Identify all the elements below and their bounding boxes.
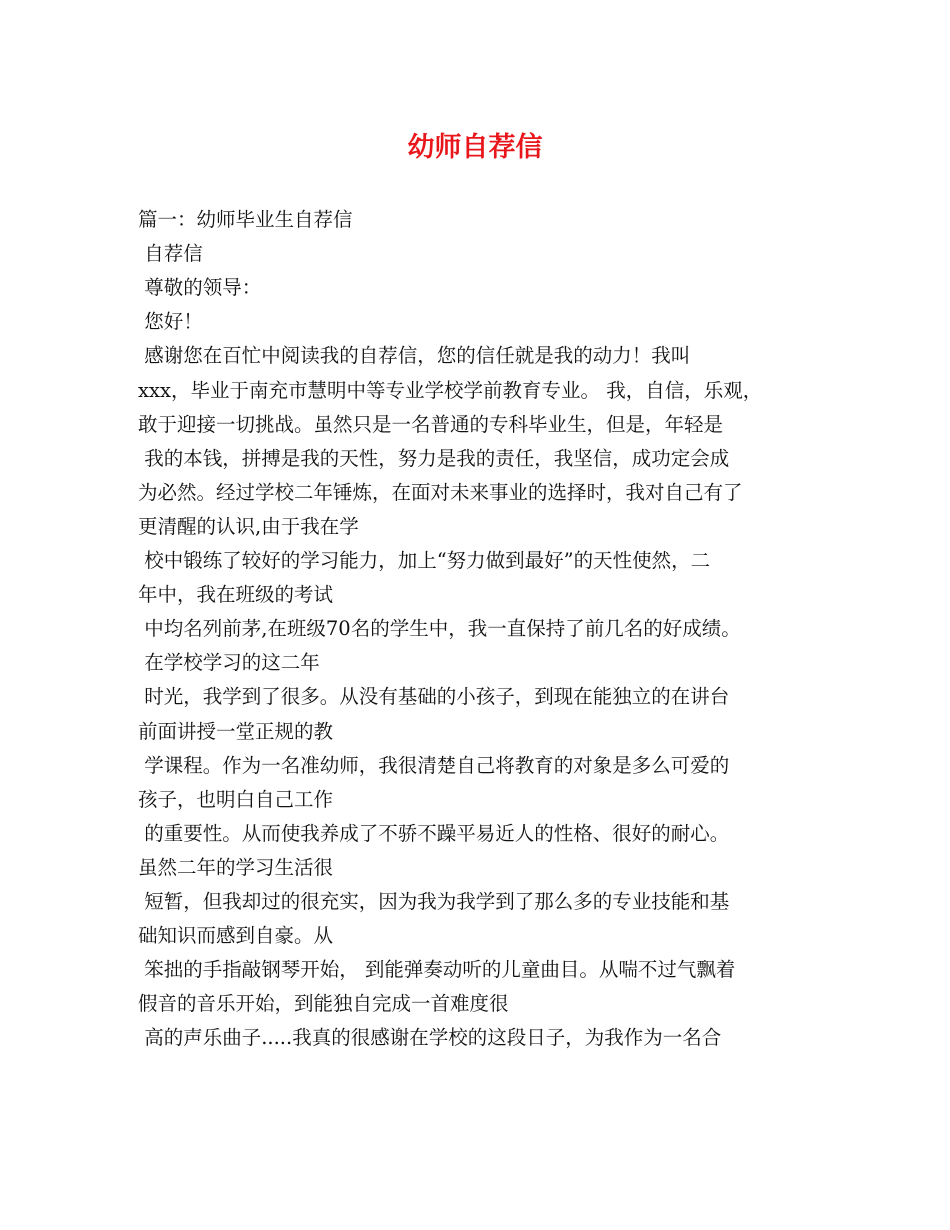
text-line: 感谢您在百忙中阅读我的自荐信，您的信任就是我的动力！我叫 xyxy=(138,344,691,368)
text-line: 我的本钱，拼搏是我的天性，努力是我的责任，我坚信，成功定会成 xyxy=(138,446,730,470)
text-line: 敢于迎接一切挑战。虽然只是一名普通的专科毕业生，但是，年轻是 xyxy=(138,412,724,436)
text-line: 在学校学习的这二年 xyxy=(138,651,320,675)
text-line: 为必然。经过学校二年锤炼，在面对未来事业的选择时，我对自己有了 xyxy=(138,480,743,504)
document-title: 幼师自荐信 xyxy=(407,132,543,163)
text-line: 您好！ xyxy=(138,310,203,334)
text-line: 校中锻练了较好的学习能力，加上“努力做到最好”的天性使然，二 xyxy=(138,549,711,572)
text-line: xxx，毕业于南充市慧明中等专业学校学前教育专业。 我，自信，乐观， xyxy=(138,378,763,402)
text-line: 高的声乐曲子.....我真的很感谢在学校的这段日子，为我作为一名合 xyxy=(138,1026,722,1050)
text-line: 虽然二年的学习生活很 xyxy=(138,855,334,879)
text-line: 假音的音乐开始，到能独自完成一首难度很 xyxy=(138,992,509,1016)
text-line: 篇一：幼师毕业生自荐信 xyxy=(138,208,353,231)
text-line: 短暂，但我却过的很充实，因为我为我学到了那么多的专业技能和基 xyxy=(138,890,730,913)
text-line: 中均名列前茅,在班级70名的学生中，我一直保持了前几名的好成绩。 xyxy=(138,617,741,641)
text-line: 笨拙的手指敲钢琴开始， 到能弹奏动听的儿童曲目。从喘不过气飘着 xyxy=(138,958,736,982)
text-line: 孩子，也明白自己工作 xyxy=(138,787,334,811)
text-line: 学课程。作为一名准幼师，我很清楚自己将教育的对象是多么可爱的 xyxy=(138,753,730,777)
text-line: 年中，我在班级的考试 xyxy=(138,583,334,607)
text-line: 的重要性。从而使我养成了不骄不躁平易近人的性格、很好的耐心。 xyxy=(138,821,730,845)
text-line: 时光，我学到了很多。从没有基础的小孩子，到现在能独立的在讲台 xyxy=(138,685,730,709)
text-line: 尊敬的领导： xyxy=(138,276,262,300)
text-line: 前面讲授一堂正规的教 xyxy=(138,719,334,743)
text-line: 础知识而感到自豪。从 xyxy=(138,924,334,948)
text-line: 自荐信 xyxy=(138,242,203,266)
text-line: 更清醒的认识,由于我在学 xyxy=(138,514,359,538)
